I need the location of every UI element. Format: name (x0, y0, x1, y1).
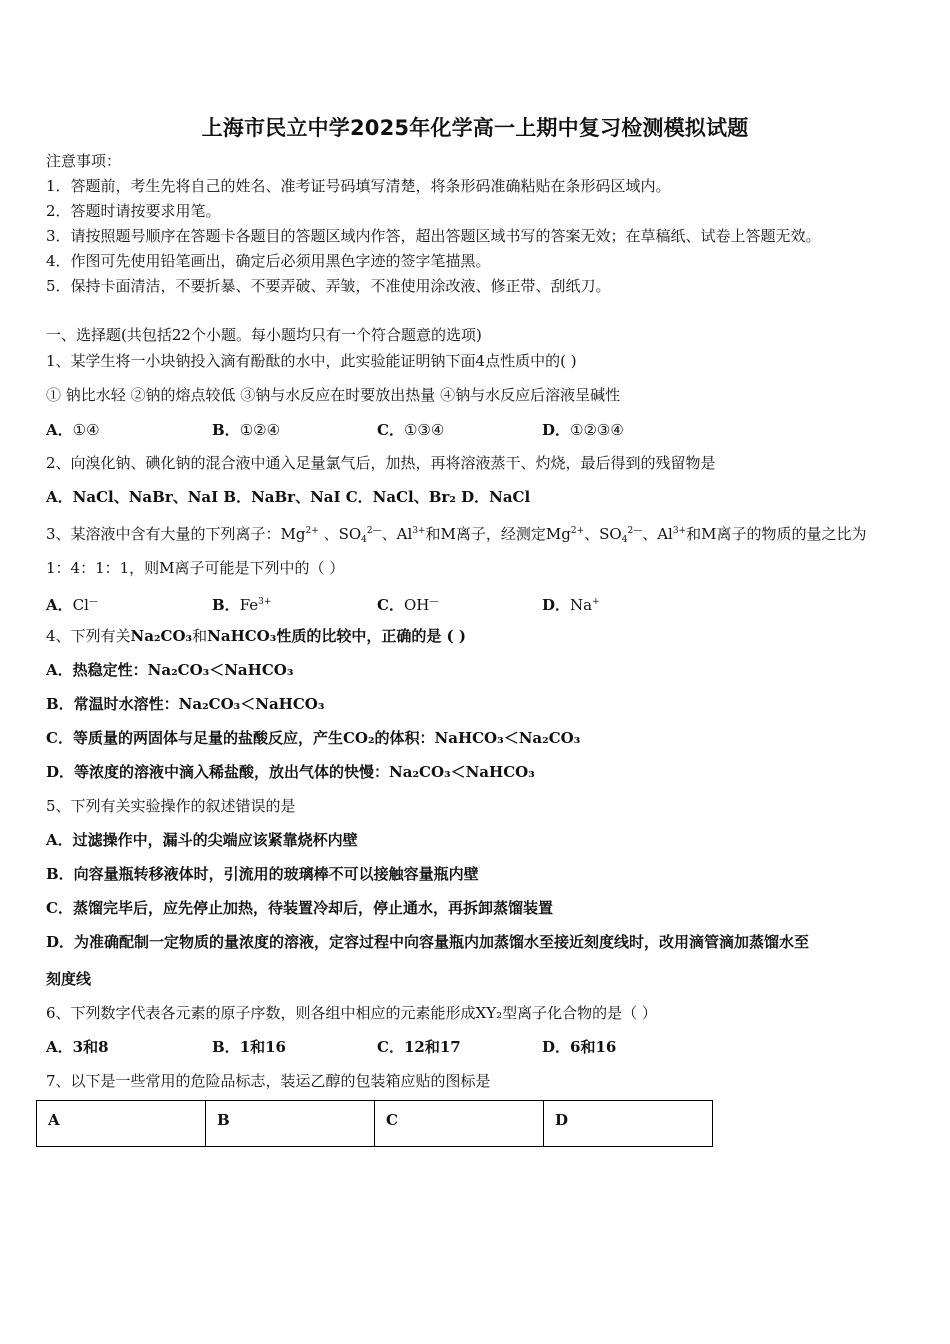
q4-option-b: B．常温时水溶性：Na₂CO₃＜NaHCO₃ (46, 695, 325, 713)
q5-option-a: A．过滤操作中，漏斗的尖端应该紧靠烧杯内壁 (46, 831, 358, 849)
q1-option-b: B．①②④ (212, 421, 281, 439)
question-7-stem: 7、以下是一些常用的危险品标志，装运乙醇的包装箱应贴的图标是 (46, 1072, 491, 1090)
notice-item: 3．请按照题号顺序在答题卡各题目的答题区域内作答，超出答题区域书写的答案无效；在草稿纸、试卷上答题无效。 (46, 227, 821, 245)
q5-option-d-continued: 刻度线 (46, 970, 92, 988)
q6-option-d: D．6和16 (542, 1038, 617, 1056)
notice-heading: 注意事项： (46, 152, 122, 170)
question-2-stem: 2、向溴化钠、碘化钠的混合液中通入足量氯气后，加热，再将溶液蒸干、灼烧，最后得到的残留物是 (46, 454, 716, 472)
notice-item: 4．作图可先使用铅笔画出，确定后必须用黑色字迹的签字笔描黑。 (46, 252, 491, 270)
q6-option-a: A．3和8 (46, 1038, 109, 1056)
question-3-stem: 3、某溶液中含有大量的下列离子：$Mg^{2+}$ 、$SO_4^{2—}$、$Al^{3+}$和M离子，经测定$Mg^{2+}$、$SO_4^{2—}$、$Al^{3+}$和M离子的物质的量之比为 (46, 525, 867, 545)
hazard-option-d: D (544, 1101, 713, 1147)
q4-option-d: D．等浓度的溶液中滴入稀盐酸，放出气体的快慢：Na₂CO₃＜NaHCO₃ (46, 763, 535, 781)
notice-item: 2．答题时请按要求用笔。 (46, 202, 221, 220)
section-heading: 一、选择题(共包括22个小题。每小题均只有一个符合题意的选项) (46, 326, 482, 344)
hazard-option-a: A (37, 1101, 206, 1147)
q3-option-b: B．$Fe^{3+}$ (212, 596, 272, 614)
q6-option-c: C．12和17 (377, 1038, 461, 1056)
q4-option-c: C．等质量的两固体与足量的盐酸反应，产生CO₂的体积：NaHCO₃＜Na₂CO₃ (46, 729, 581, 747)
q5-option-b: B．向容量瓶转移液体时，引流用的玻璃棒不可以接触容量瓶内壁 (46, 865, 479, 883)
question-2-options: A．NaCl、NaBr、NaI B．NaBr、NaI C．NaCl、Br₂ D．NaCl (46, 488, 531, 506)
page-title: 上海市民立中学2025年化学高一上期中复习检测模拟试题 (201, 116, 749, 140)
notice-item: 5．保持卡面清洁，不要折暴、不要弄破、弄皱，不准使用涂改液、修正带、刮纸刀。 (46, 277, 611, 295)
q4-option-a: A．热稳定性：Na₂CO₃＜NaHCO₃ (46, 661, 294, 679)
hazard-symbol-table (36, 1100, 713, 1147)
notice-item: 1．答题前，考生先将自己的姓名、准考证号码填写清楚，将条形码准确粘贴在条形码区域内。 (46, 177, 671, 195)
q3-option-d: D．Na+ (542, 596, 600, 614)
question-3-stem-line-2: 1：4：1：1，则M离子可能是下列中的（ ） (46, 559, 345, 577)
hazard-option-c: C (375, 1101, 544, 1147)
question-6-stem: 6、下列数字代表各元素的原子序数，则各组中相应的元素能形成XY₂型离子化合物的是（ ） (46, 1004, 657, 1022)
q3-option-a: A．Cl— (46, 596, 98, 614)
q3-option-c: C．OH— (377, 596, 439, 614)
q5-option-d: D．为准确配制一定物质的量浓度的溶液，定容过程中向容量瓶内加蒸馏水至接近刻度线时，改用滴管滴加蒸馏水至 (46, 933, 810, 951)
q1-option-c: C．①③④ (377, 421, 445, 439)
question-1-properties: ① 钠比水轻 ②钠的熔点较低 ③钠与水反应在时要放出热量 ④钠与水反应后溶液呈碱性 (46, 386, 621, 404)
q1-option-d: D．①②③④ (542, 421, 624, 439)
q5-option-c: C．蒸馏完毕后，应先停止加热，待装置冷却后，停止通水，再拆卸蒸馏装置 (46, 899, 553, 917)
question-5-stem: 5、下列有关实验操作的叙述错误的是 (46, 797, 296, 815)
hazard-option-b: B (206, 1101, 375, 1147)
question-4-stem: 4、下列有关Na₂CO₃和NaHCO₃性质的比较中，正确的是 ( ) (46, 627, 466, 645)
q1-option-a: A．①④ (46, 421, 100, 439)
q6-option-b: B．1和16 (212, 1038, 286, 1056)
question-1-stem: 1、某学生将一小块钠投入滴有酚酞的水中，此实验能证明钠下面4点性质中的( ) (46, 352, 577, 370)
